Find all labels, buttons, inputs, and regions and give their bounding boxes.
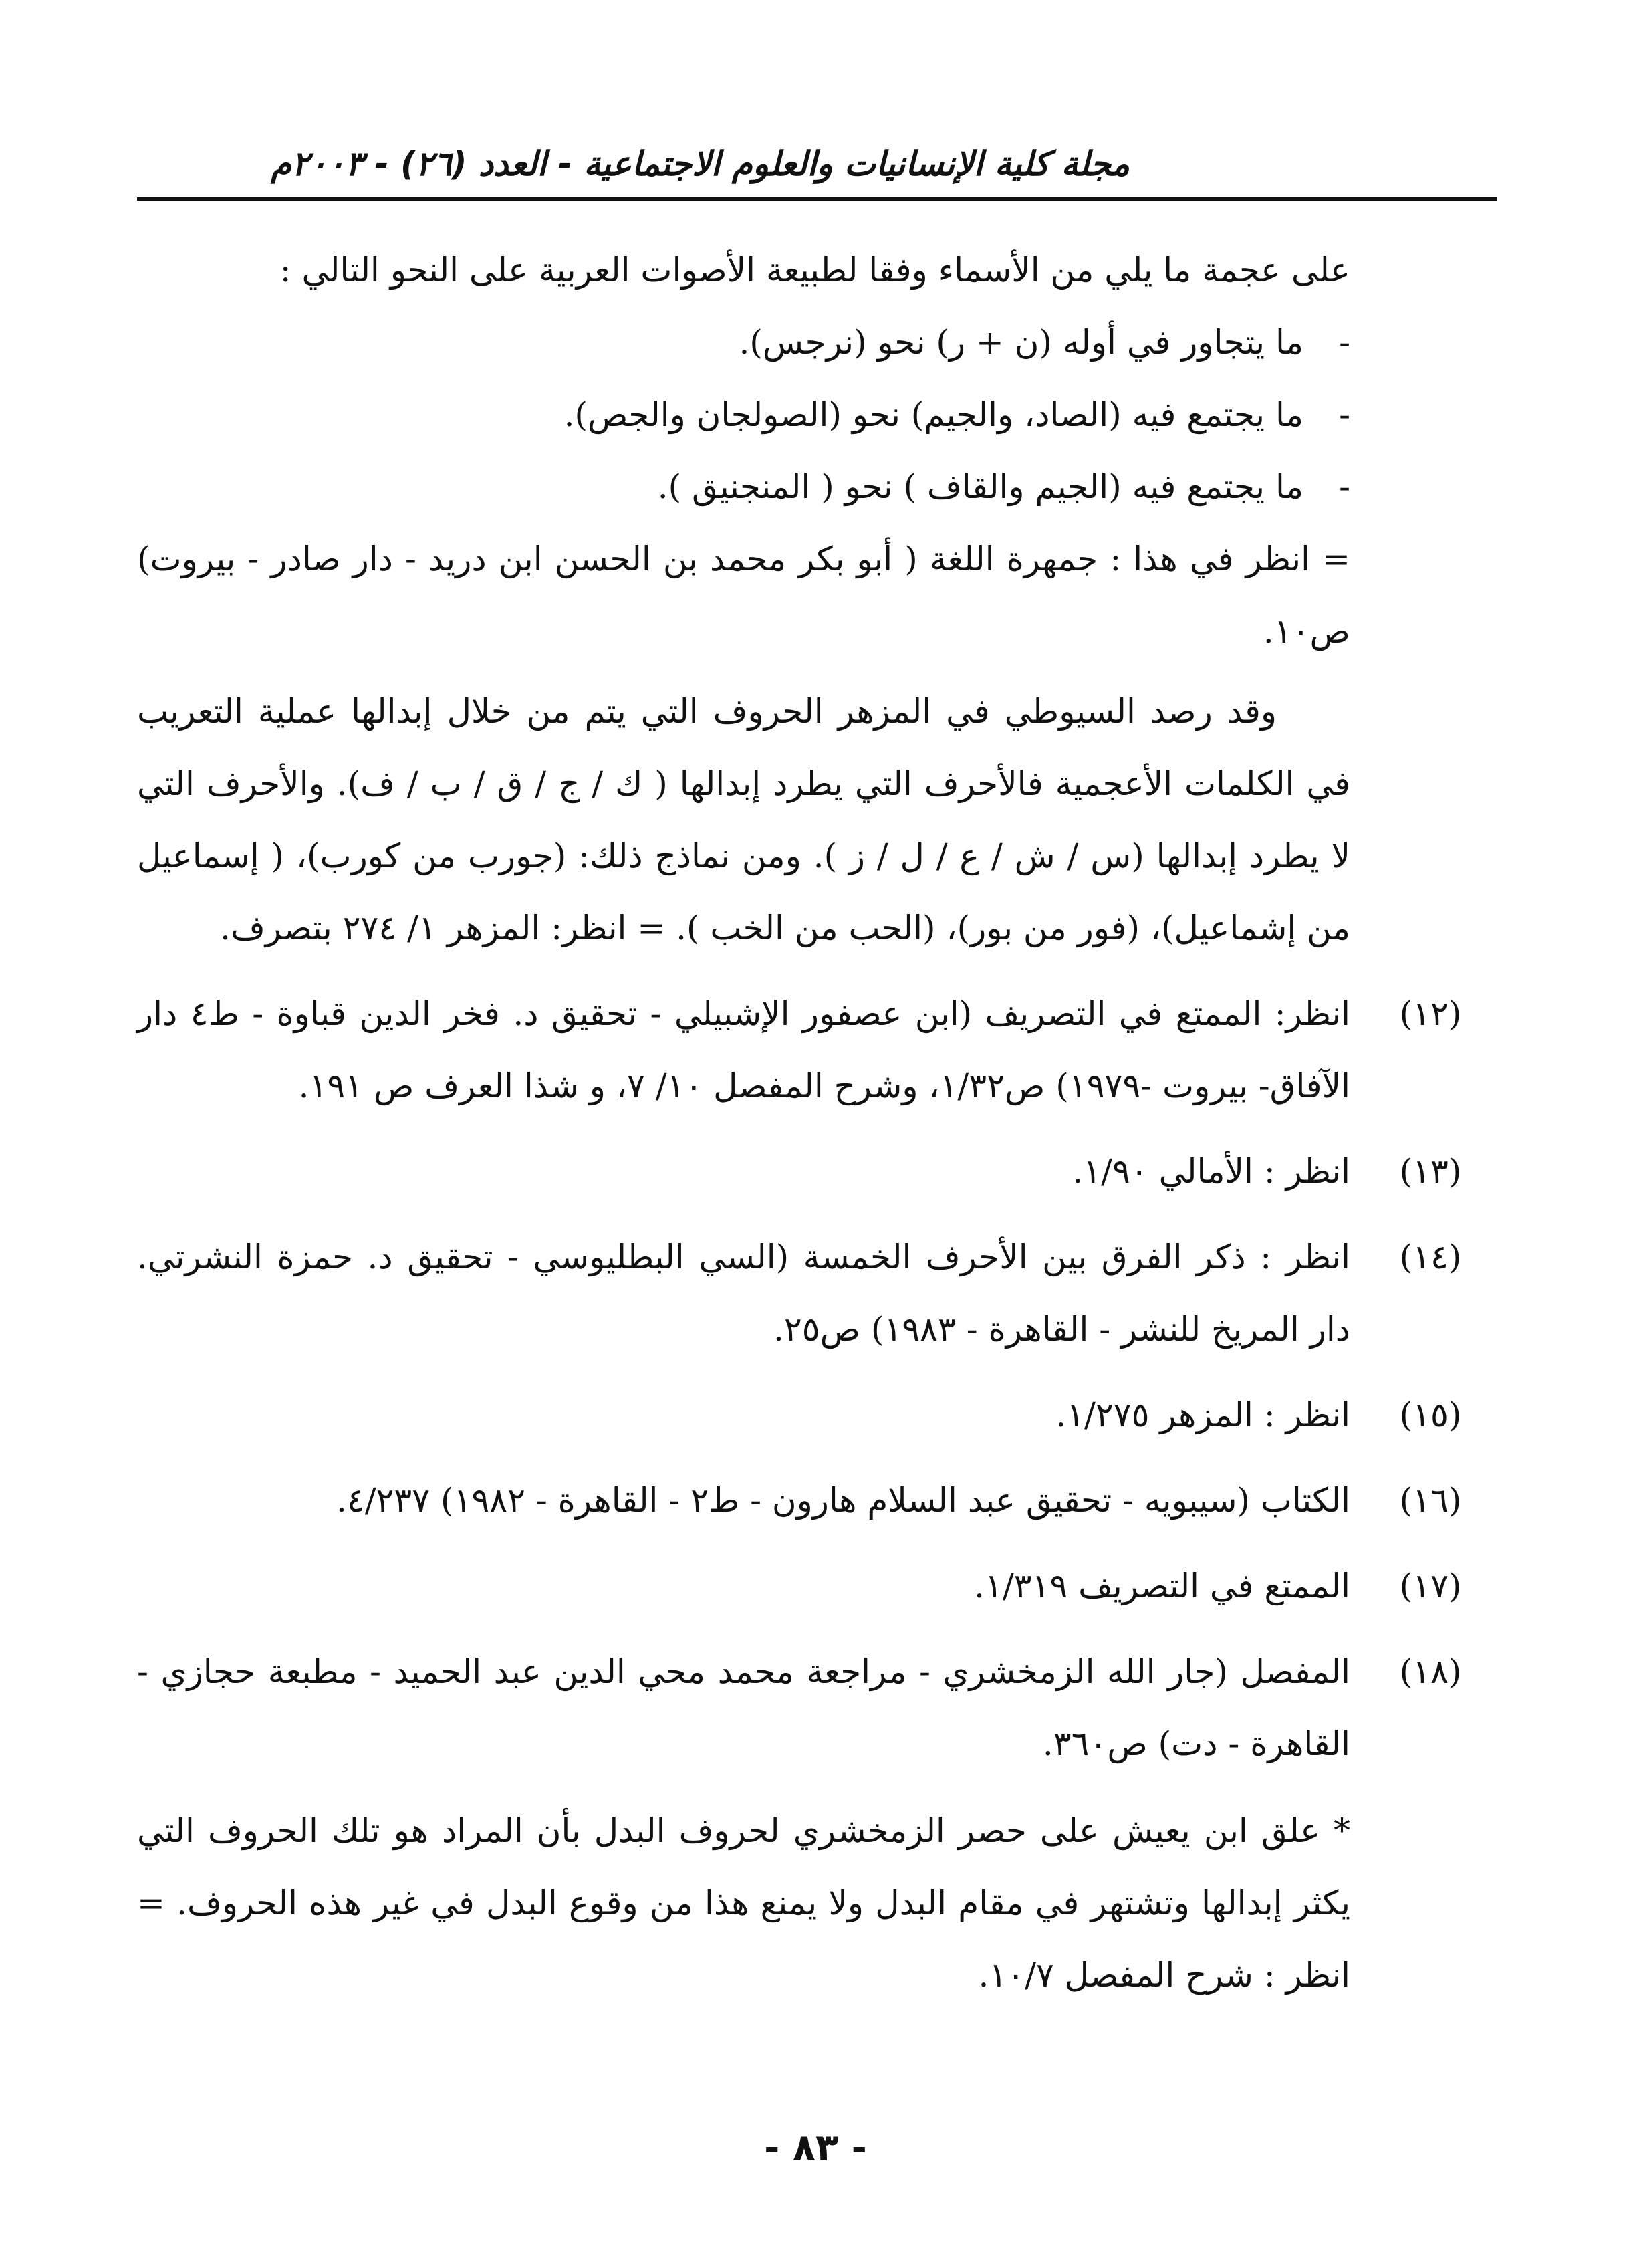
page-number: - ٨٣ - xyxy=(764,2126,867,2170)
see-also-reference: = انظر في هذا : جمهرة اللغة ( أبو بكر محمد بن الحسن ابن دريد - دار صادر - بيروت) ص١٠. xyxy=(137,540,1350,651)
list-dash: - xyxy=(1339,395,1350,434)
endnote xyxy=(137,1550,1462,1622)
list-item-text: ما يجتمع فيه (الجيم والقاف ) نحو ( المنجنيق ). xyxy=(657,467,1303,506)
endnote-text: انظر : الأمالي ١/٩٠. xyxy=(1072,1152,1350,1191)
endnote xyxy=(137,1635,1462,1780)
endnote xyxy=(137,1379,1462,1451)
endnote-number: (١٣) xyxy=(1399,1152,1462,1191)
endnote-number: (١٥) xyxy=(1399,1395,1462,1434)
list-item xyxy=(137,306,1350,378)
endnote-number: (١٢) xyxy=(1399,994,1462,1033)
list-item xyxy=(137,378,1350,451)
list-dash: - xyxy=(1339,323,1350,362)
endnote xyxy=(137,1464,1462,1537)
list-dash: - xyxy=(1339,467,1350,506)
list-item xyxy=(137,451,1350,523)
endnote xyxy=(137,1135,1462,1208)
endnote-text: الكتاب (سيبويه - تحقيق عبد السلام هارون - ط٢ - القاهرة - ١٩٨٢) ٤/٢٣٧. xyxy=(336,1481,1350,1520)
endnote-text: الممتع في التصريف ١/٣١٩. xyxy=(974,1567,1350,1605)
endnote-number: (١٤) xyxy=(1399,1238,1462,1276)
endnote-number: (١٧) xyxy=(1399,1567,1462,1605)
intro-line: على عجمة ما يلي من الأسماء وفقا لطبيعة الأصوات العربية على النحو التالي : xyxy=(279,251,1350,290)
suyuti-paragraph: وقد رصد السيوطي في المزهر الحروف التي يتم من خلال إبدالها عملية التعريب في الكلمات الأعجمية فالأحرف التي يطرد إبدالها ( ك / ج / ق / ب / ف). والأحرف التي لا يطرد إبدالها (س / ش / ع / ل / ز ). ومن نماذج ذلك: (جورب من كورب)، ( إسماعيل من إشماعيل)، (فور من بور)، (الحب من الخب ). = انظر: المزهر ١/ ٢٧٤ بتصرف. xyxy=(137,692,1350,947)
endnote-text: انظر : ذكر الفرق بين الأحرف الخمسة (السي البطليوسي - تحقيق د. حمزة النشرتي. دار المريخ للنشر - القاهرة - ١٩٨٣) ص٢٥. xyxy=(137,1238,1350,1349)
page-body xyxy=(137,234,1462,2011)
endnote xyxy=(137,1221,1462,1365)
list-item-text: ما يجتمع فيه (الصاد، والجيم) نحو (الصولجان والجص). xyxy=(563,395,1303,434)
endnote-number: (١٦) xyxy=(1399,1481,1462,1520)
endnote xyxy=(137,978,1462,1122)
journal-header-title: مجلة كلية الإنسانيات والعلوم الاجتماعية - العدد (٢٦) - ٢٠٠٣م xyxy=(271,144,1130,183)
endnote-text: انظر: الممتع في التصريف (ابن عصفور الإشبيلي - تحقيق د. فخر الدين قباوة - ط٤ دار الآفاق- بيروت -١٩٧٩) ص١/٣٢، وشرح المفصل ١٠/ ٧، و شذا العرف ص ١٩١. xyxy=(137,994,1351,1105)
footnote: * علق ابن يعيش على حصر الزمخشري لحروف البدل بأن المراد هو تلك الحروف التي يكثر إبدالها وتشتهر في مقام البدل ولا يمنع هذا من وقوع البدل في غير هذه الحروف. = انظر : شرح المفصل ١٠/٧. xyxy=(137,1811,1350,1995)
endnote-text: انظر : المزهر ١/٢٧٥. xyxy=(1055,1395,1350,1434)
endnote-text: المفصل (جار الله الزمخشري - مراجعة محمد محي الدين عبد الحميد - مطبعة حجازي - القاهرة - دت) ص٣٦٠. xyxy=(137,1652,1350,1763)
header-divider xyxy=(137,197,1497,201)
list-item-text: ما يتجاور في أوله (ن + ر) نحو (نرجس). xyxy=(739,323,1303,362)
endnote-number: (١٨) xyxy=(1399,1652,1462,1691)
